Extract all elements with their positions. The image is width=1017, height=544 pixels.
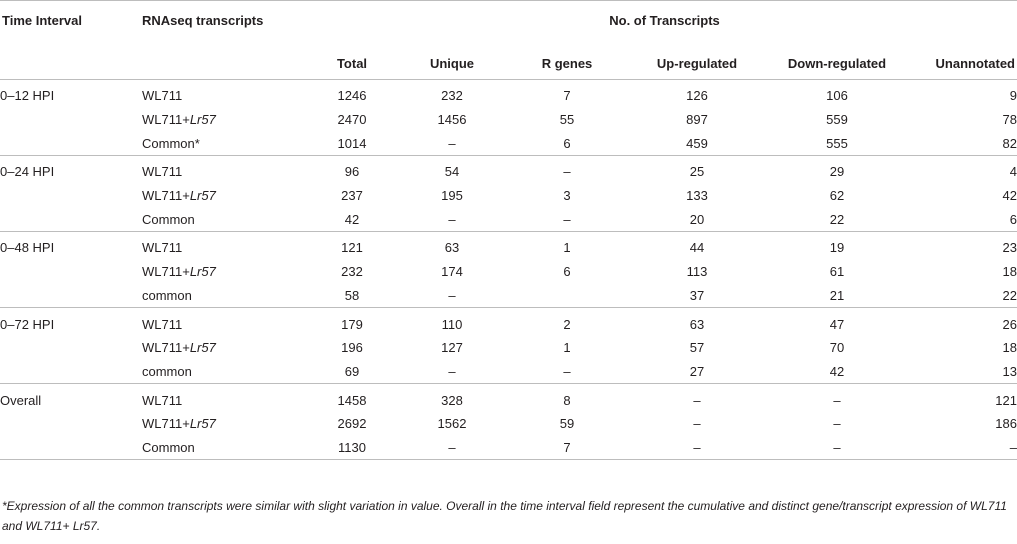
unique-cell: 174 [441,264,463,280]
interval-group [0,156,1017,232]
r-genes-cell: 1 [563,240,571,256]
transcript-name: WL711 [142,316,183,332]
header-time-interval: Time Interval [2,13,82,28]
down-regulated-cell: 19 [829,240,845,256]
unique-cell: 110 [441,316,463,332]
unique-cell: – [448,287,456,303]
total-cell: 2692 [337,416,367,432]
unannotated-cell: 42 [1002,188,1017,204]
unannotated-cell: 121 [995,392,1017,408]
interval-cell: Overall [0,392,42,408]
up-regulated-cell: 113 [686,264,708,280]
interval-cell [0,207,142,231]
total-cell: 96 [344,164,360,180]
transcript-name-cell [142,108,312,132]
table-row [0,412,1017,436]
up-regulated-cell: 25 [689,164,705,180]
transcript-name-cell [142,360,312,384]
transcript-name-cell [142,156,312,184]
total-cell: 69 [344,363,360,379]
transcript-name-cell [142,260,312,284]
unannotated-cell: 18 [1002,264,1017,280]
header-up-regulated: Up-regulated [656,55,738,71]
r-genes-cell: 59 [559,416,575,432]
table-row [0,384,1017,412]
header-unique: Unique [429,55,475,71]
total-cell: 1458 [337,392,367,408]
transcript-name: Common [142,439,195,455]
transcript-name-cell [142,336,312,360]
up-regulated-cell: – [693,439,701,455]
unique-cell: 328 [441,392,463,408]
r-genes-cell: 1 [563,340,571,356]
total-cell: 232 [341,264,363,280]
interval-cell [0,360,142,384]
table-row [0,108,1017,132]
unannotated-cell: 23 [1002,240,1017,256]
transcript-name: WL711 [142,88,183,104]
r-genes-cell: – [563,164,571,180]
down-regulated-cell: – [833,392,841,408]
table-row [0,284,1017,308]
unique-cell: 1562 [437,416,467,432]
transcript-name-cell [142,384,312,412]
table-row [0,360,1017,384]
transcript-name-cell [142,184,312,208]
interval-cell: 0–12 HPI [0,88,55,104]
total-cell: 1130 [338,439,366,455]
unique-cell: 127 [441,340,463,356]
interval-cell [0,108,142,132]
up-regulated-cell: 897 [686,112,708,128]
total-cell: 1014 [337,135,367,151]
total-cell: 179 [341,316,363,332]
r-genes-cell: 3 [563,188,571,204]
down-regulated-cell: 47 [829,316,845,332]
gene-name-italic: Lr57 [189,188,216,204]
transcript-name-cell [142,232,312,260]
up-regulated-cell: 63 [689,316,705,332]
gene-name-italic: Lr57 [189,340,216,356]
unique-cell: – [448,135,456,151]
unannotated-cell: 6 [1009,211,1017,227]
header-r-genes: R genes [541,55,593,71]
interval-cell [0,336,142,360]
total-cell: 1246 [337,88,367,104]
r-genes-cell: 6 [563,264,571,280]
gene-name-italic: Lr57 [189,416,216,432]
unannotated-cell: 13 [1002,363,1017,379]
interval-group [0,384,1017,460]
table-row [0,80,1017,108]
transcript-name: WL711+ [142,188,190,204]
down-regulated-cell: 62 [829,188,845,204]
table-row [0,436,1017,460]
down-regulated-cell: 559 [826,112,848,128]
unique-cell: 232 [441,88,463,104]
down-regulated-cell: 61 [829,264,845,280]
up-regulated-cell: 459 [686,135,708,151]
transcript-name: WL711+ [142,112,190,128]
interval-group [0,80,1017,156]
table-footnote: *Expression of all the common transcripts were similar with slight variation in value. Overall in the time interval field represent the cumulative and distinct gene/transcript expression of WL711 and WL711+ Lr57. [2,499,1007,533]
transcript-name: WL711 [142,164,183,180]
interval-group [0,308,1017,384]
unique-cell: – [448,211,456,227]
total-cell: 196 [341,340,363,356]
header-down-regulated: Down-regulated [787,55,887,71]
header-unannotated: Unannotated [935,55,1015,71]
table-row [0,308,1017,336]
r-genes-cell [512,284,622,308]
transcript-name-cell [142,308,312,336]
unannotated-cell: – [1009,439,1017,455]
total-cell: 58 [344,287,360,303]
table-row [0,260,1017,284]
up-regulated-cell: 126 [686,88,708,104]
interval-cell [0,131,142,155]
transcript-name-cell [142,436,312,460]
unique-cell: – [448,439,456,455]
gene-name-italic: Lr57 [189,264,216,280]
down-regulated-cell: – [833,416,841,432]
down-regulated-cell: 70 [829,340,845,356]
header-total: Total [336,55,368,71]
unannotated-cell: 186 [995,416,1017,432]
transcript-name-cell [142,284,312,308]
transcript-name: WL711+ [142,264,190,280]
interval-cell: 0–24 HPI [0,164,55,180]
up-regulated-cell: 133 [686,188,708,204]
unique-cell: 63 [444,240,460,256]
unannotated-cell: 9 [1009,88,1017,104]
header-rnaseq: RNAseq transcripts [142,13,264,28]
r-genes-cell: 8 [563,392,571,408]
r-genes-cell: 2 [563,316,571,332]
unannotated-cell: 26 [1002,316,1017,332]
table-row [0,156,1017,184]
up-regulated-cell: – [693,392,701,408]
down-regulated-cell: 106 [826,88,848,104]
total-cell: 237 [341,188,363,204]
r-genes-cell: 6 [563,135,571,151]
table-row [0,131,1017,155]
table-row [0,184,1017,208]
transcript-name: common [142,363,192,379]
interval-cell [0,284,142,308]
up-regulated-cell: 57 [689,340,705,356]
transcript-name: WL711+ [142,416,190,432]
interval-cell [0,436,142,460]
interval-cell: 0–72 HPI [0,316,55,332]
r-genes-cell: 7 [563,88,571,104]
unique-cell: 54 [444,164,460,180]
up-regulated-cell: – [693,416,701,432]
unannotated-cell: 4 [1009,164,1017,180]
total-cell: 2470 [337,112,367,128]
up-regulated-cell: 44 [689,240,705,256]
interval-cell [0,184,142,208]
gene-name-italic: Lr57 [189,112,216,128]
table-row [0,207,1017,231]
r-genes-cell: – [563,363,571,379]
down-regulated-cell: 555 [826,135,848,151]
interval-group [0,232,1017,308]
r-genes-cell: – [563,211,571,227]
transcript-name: Common* [142,135,200,151]
unannotated-cell: 78 [1002,112,1017,128]
down-regulated-cell: 21 [829,287,845,303]
interval-cell [0,412,142,436]
r-genes-cell: 7 [563,439,571,455]
unique-cell: 1456 [437,112,467,128]
up-regulated-cell: 27 [689,363,705,379]
r-genes-cell: 55 [559,112,575,128]
down-regulated-cell: – [833,439,841,455]
interval-cell: 0–48 HPI [0,240,55,256]
table-row [0,336,1017,360]
down-regulated-cell: 29 [829,164,845,180]
interval-cell [0,260,142,284]
down-regulated-cell: 22 [829,211,845,227]
up-regulated-cell: 20 [689,211,705,227]
unannotated-cell: 18 [1002,340,1017,356]
table-row [0,232,1017,260]
transcript-name-cell [142,80,312,108]
transcript-name: WL711 [142,392,183,408]
transcript-name: WL711+ [142,340,190,356]
transcript-name-cell [142,131,312,155]
transcript-name: common [142,287,192,303]
header-no-transcripts: No. of Transcripts [609,13,720,28]
transcript-name: Common [142,211,195,227]
up-regulated-cell: 37 [689,287,705,303]
down-regulated-cell: 42 [829,363,845,379]
total-cell: 42 [344,211,360,227]
unique-cell: 195 [441,188,463,204]
unique-cell: – [448,363,456,379]
transcript-name-cell [142,207,312,231]
transcript-name: WL711 [142,240,183,256]
unannotated-cell: 22 [1002,287,1017,303]
transcript-name-cell [142,412,312,436]
unannotated-cell: 82 [1002,135,1017,151]
total-cell: 121 [341,240,363,256]
table-header [0,1,1017,80]
